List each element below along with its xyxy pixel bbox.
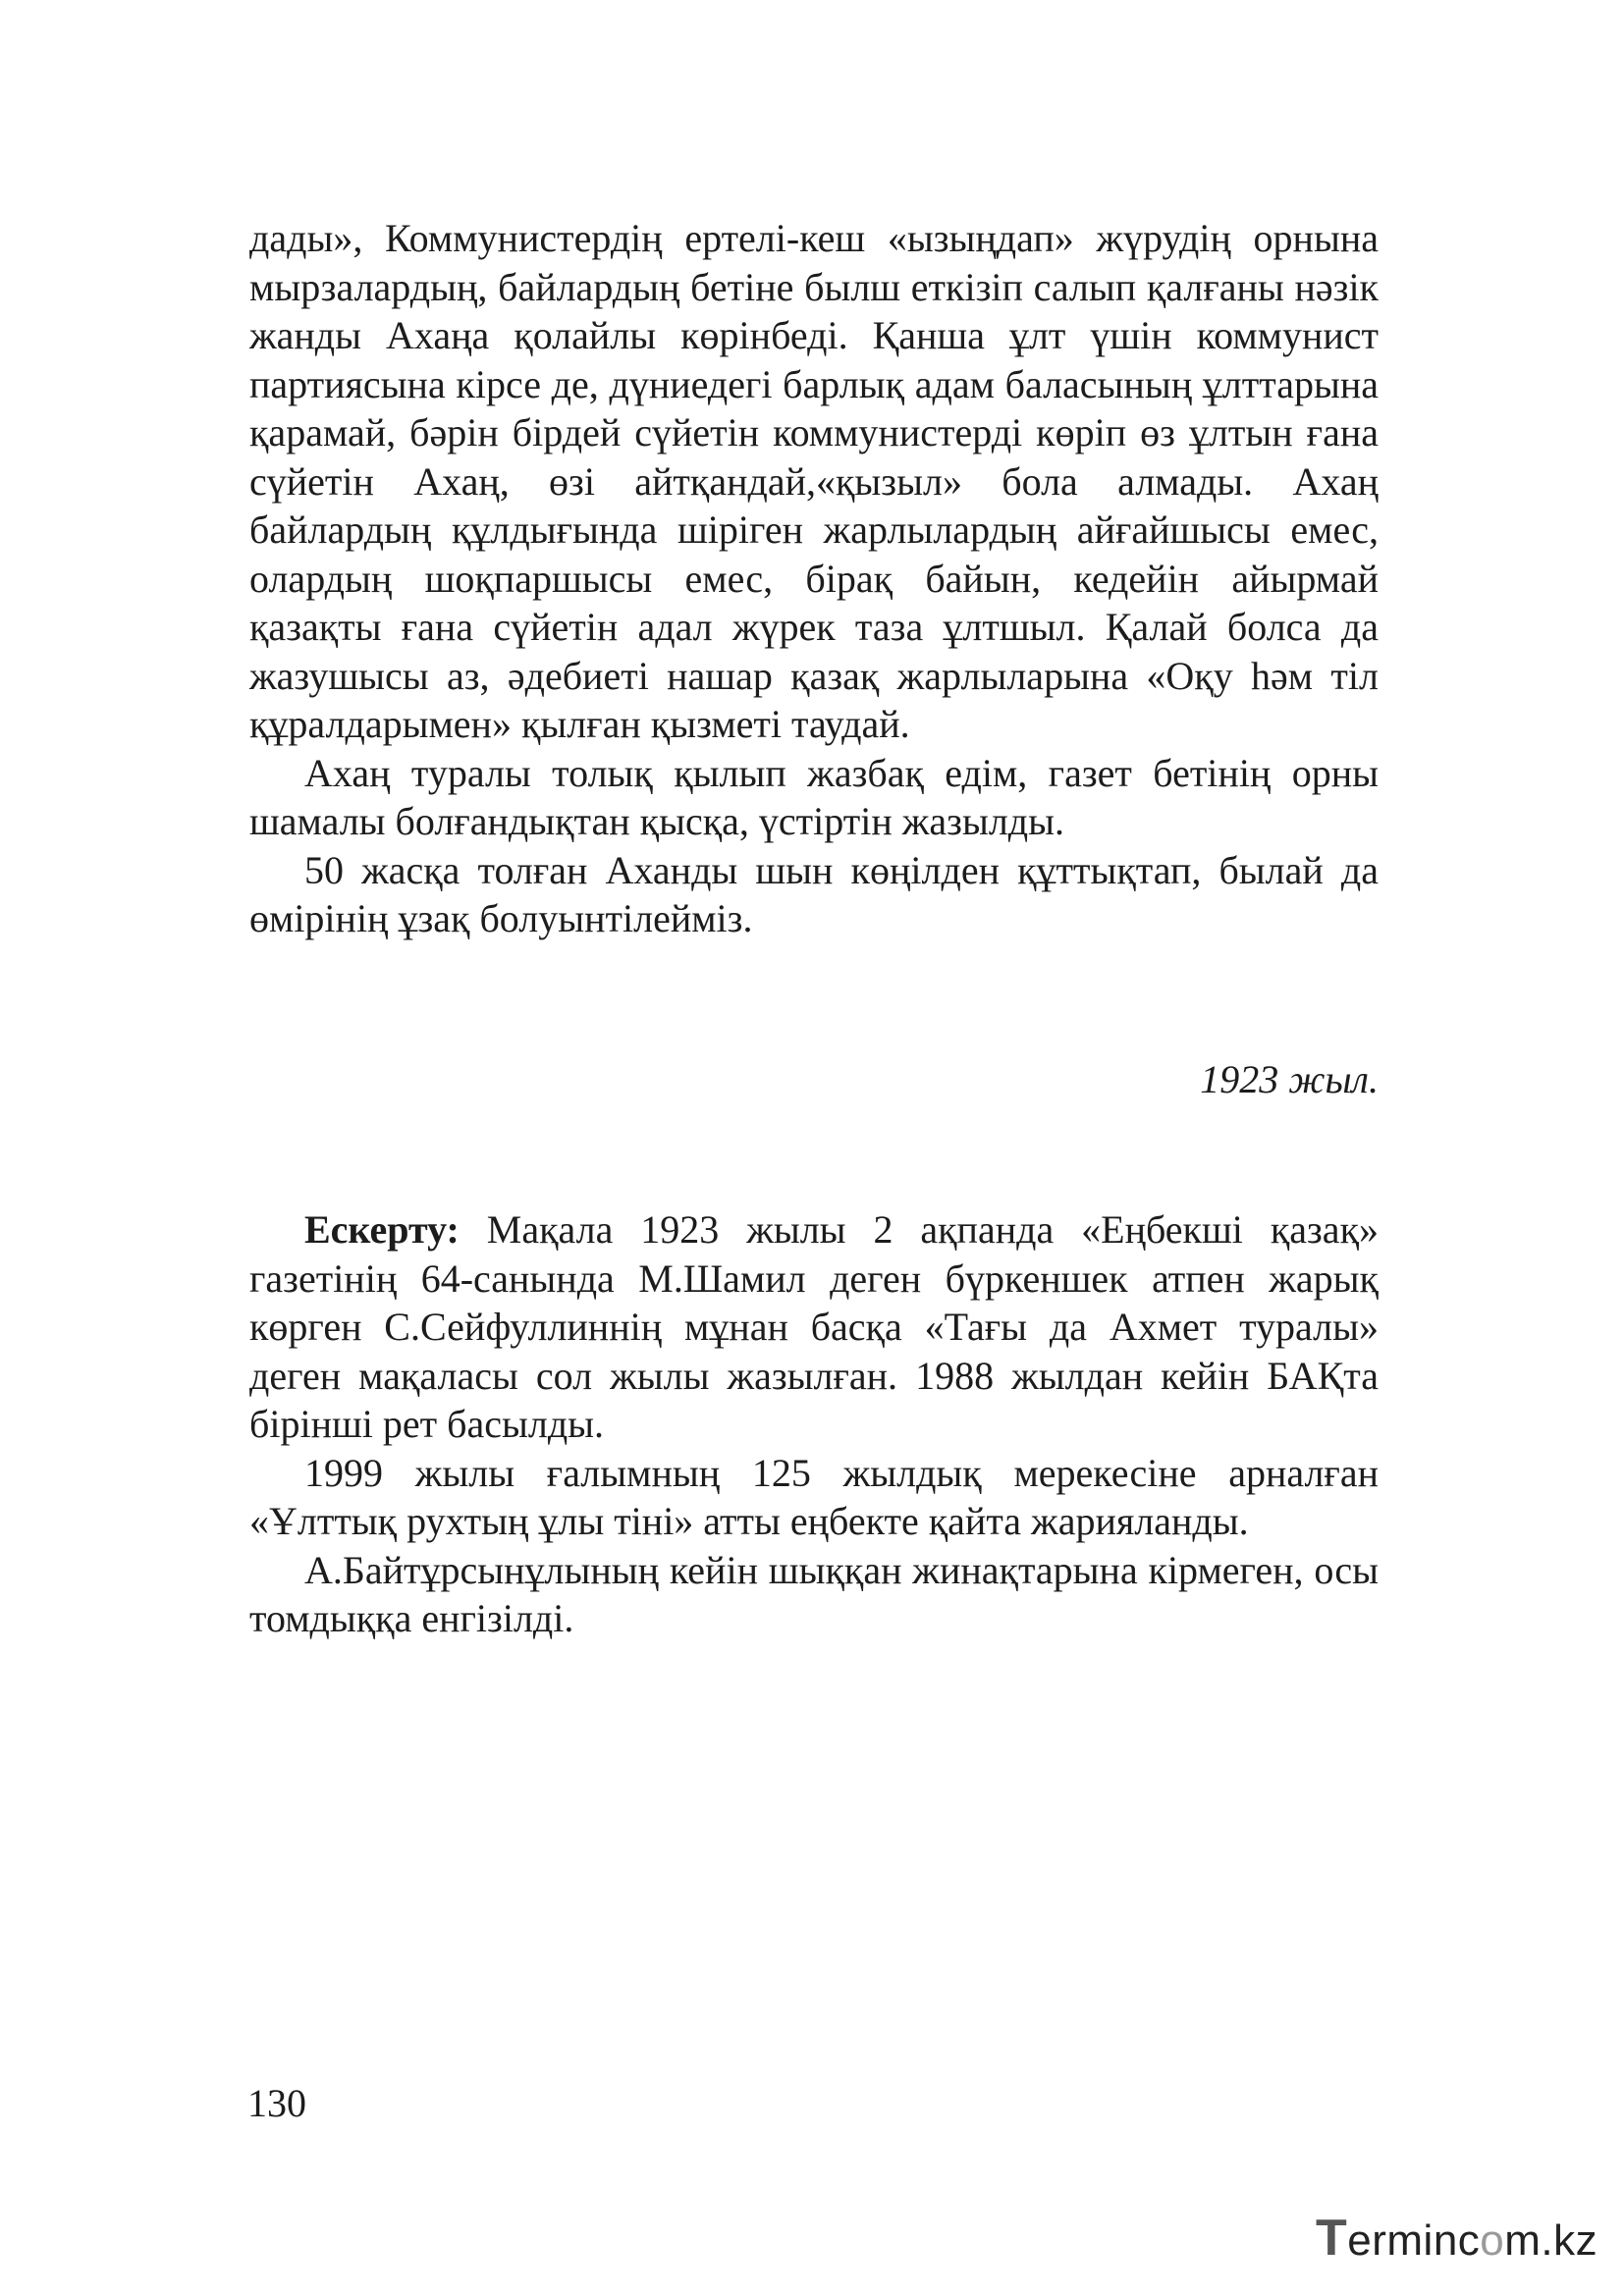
- editor-note: [249, 1205, 1379, 1643]
- watermark-text: erminc: [1347, 2216, 1481, 2265]
- paragraph: 50 жасқа толған Аханды шын көңілден құттықтап, былай да өмірінің ұзақ болуынтілейміз.: [249, 847, 1379, 940]
- note-label: Ескерту:: [304, 1207, 460, 1252]
- magnifier-icon: o: [1480, 2216, 1505, 2265]
- watermark-letter: T: [1316, 2210, 1348, 2267]
- paragraph: дады», Коммунистердің ертелі-кеш «ызыңдап» жүрудің орнына мырзалардың, байлардың бетіне былш еткізіп салып қалғаны нәзік жанды Ахаңа қолайлы көрінбеді. Қанша ұлт үшін коммунист партиясына кірсе де, дүниедегі барлық адам баласының ұлттарына қарамай, бәрін бірдей сүйетін коммунистерді көріп өз ұлтын ғана сүйетін Ахаң, өзі айтқандай,«қызыл» бола алмады. Ахаң байлардың құлдығында шіріген жарлылардың айғайшысы емес, олардың шоқпаршысы емес, бірақ байын, кедейін айырмай қазақты ғана сүйетін адал жүрек таза ұлтшыл. Қалай болса да жазушысы аз, әдебиеті нашар қазақ жарлыларына «Оқу һәм тіл құралдарымен» қылған қызметі таудай.: [249, 216, 1379, 746]
- note-first-paragraph: [249, 1205, 1379, 1449]
- page-number: 130: [247, 2081, 306, 2125]
- watermark-logo: [1316, 2210, 1598, 2267]
- note-paragraph: А.Байтұрсынұлының кейін шыққан жинақтарына кірмеген, осы томдыққа енгізілді.: [249, 1547, 1379, 1640]
- note-paragraph: 1999 жылы ғалымның 125 жылдық мерекесіне арналған «Ұлттық рухтың ұлы тіні» атты еңбекте қайта жарияланды.: [249, 1450, 1379, 1543]
- note-text: Мақала 1923 жылы 2 ақпанда «Еңбекші қазақ» газетінің 64-санында М.Шамил деген бүркеншек атпен жарық көрген С.Сейфуллиннің мұнан басқа «Тағы да Ахмет туралы» деген мақаласы сол жылы жазылған. 1988 жылдан кейін БАҚта бірінші рет басылды.: [249, 1207, 1379, 1446]
- date-signature: 1923 жыл.: [1200, 1057, 1379, 1101]
- watermark-text: m.kz: [1504, 2216, 1598, 2265]
- main-text: [249, 214, 1379, 943]
- paragraph: Ахаң туралы толық қылып жазбақ едім, газет бетінің орны шамалы болғандықтан қысқа, үстіртін жазылды.: [249, 750, 1379, 843]
